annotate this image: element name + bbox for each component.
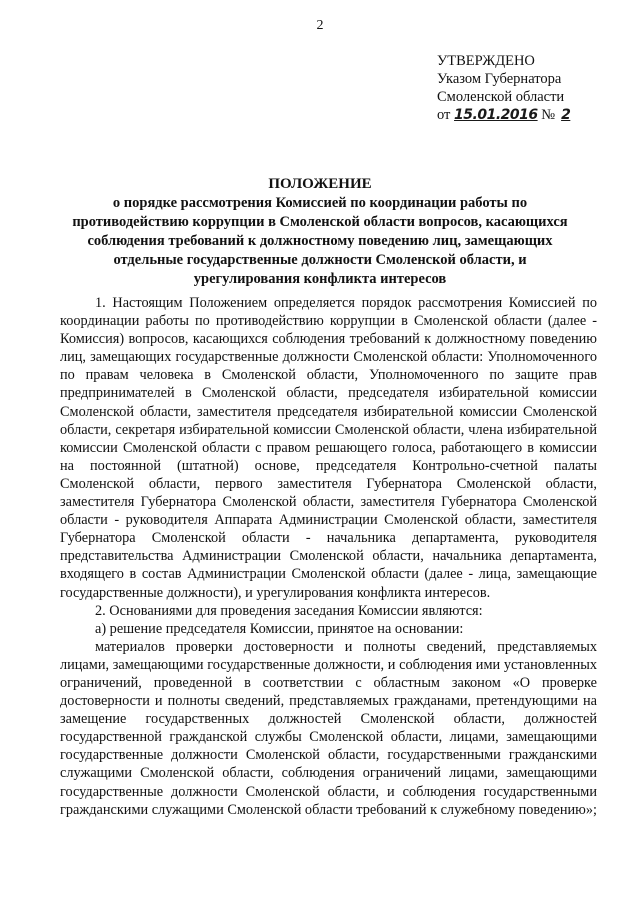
approval-number-handwritten: 2 xyxy=(561,107,571,123)
paragraph-2a-item: материалов проверки достоверности и полноты сведений, представляемых лицами, замещающими государственные должности, и соблюдения ими установленных ограничений, проведенной в соответствии с областным законом «О проверке достоверности и полноты сведений, представляемых гражданами, претендующими на замещение государственных должностей Смоленской области, должностей государственной гражданской службы Смоленской области, лицами, замещающими государственные должности Смоленской области, государственными гражданскими служащими Смоленской области, соблюдения ограничений лицами, замещающими государственные должности Смоленской области, и соблюдения государственными гражданскими служащими Смоленской области требований к служебному поведению»; xyxy=(60,638,597,818)
document-body xyxy=(60,294,597,819)
approval-date-handwritten: 15.01.2016 xyxy=(454,107,538,123)
approval-number-prefix: № xyxy=(541,107,556,123)
approval-act: Указом Губернатора xyxy=(437,71,562,87)
approval-date-prefix: от xyxy=(437,107,451,123)
document-title-block xyxy=(60,175,580,289)
paragraph-2: 2. Основаниями для проведения заседания Комиссии являются: xyxy=(95,602,483,619)
paragraph-1: 1. Настоящим Положением определяется порядок рассмотрения Комиссией по координации работы по противодействию коррупции в Смоленской области (далее - Комиссия) вопросов, касающихся соблюдения требований к должностному поведению лиц, замещающих государственные должности Смоленской области: Уполномоченного по правам человека в Смоленской области, Уполномоченного по защите прав предпринимателей в Смоленской области, председателя избирательной комиссии Смоленской области, заместителя председателя избирательной комиссии Смоленской области, секретаря избирательной комиссии Смоленской области, члена избирательной комиссии Смоленской области с правом решающего голоса, работающего в комиссии на постоянной (штатной) основе, председателя Контрольно-счетной палаты Смоленской области, первого заместителя Губернатора Смоленской области, заместителя Губернатора Смоленской области, заместителя Губернатора Смоленской области - руководителя Аппарата Администрации Смоленской области, заместителя Губернатора Смоленской области - начальника департамента, руководителя представительства Администрации Смоленской области, начальника департамента, входящего в состав Администрации Смоленской области (далее - лица, замещающие государственные должности), и урегулирования конфликта интересов. xyxy=(60,295,597,601)
approval-status: УТВЕРЖДЕНО xyxy=(437,53,535,69)
page-number: 2 xyxy=(316,18,324,33)
approval-date-line xyxy=(437,106,588,124)
approval-region: Смоленской области xyxy=(437,89,565,105)
document-subtitle: о порядке рассмотрения Комиссией по координации работы по противодействию коррупции в Смоленской области вопросов, касающихся соблюдения требований к должностному поведению лиц, замещающих отдельные государственные должности Смоленской области, и урегулирования конфликта интересов xyxy=(72,195,568,287)
approval-stamp xyxy=(437,52,588,124)
paragraph-2a: а) решение председателя Комиссии, принятое на основании: xyxy=(95,620,464,637)
document-title: ПОЛОЖЕНИЕ xyxy=(268,176,372,192)
